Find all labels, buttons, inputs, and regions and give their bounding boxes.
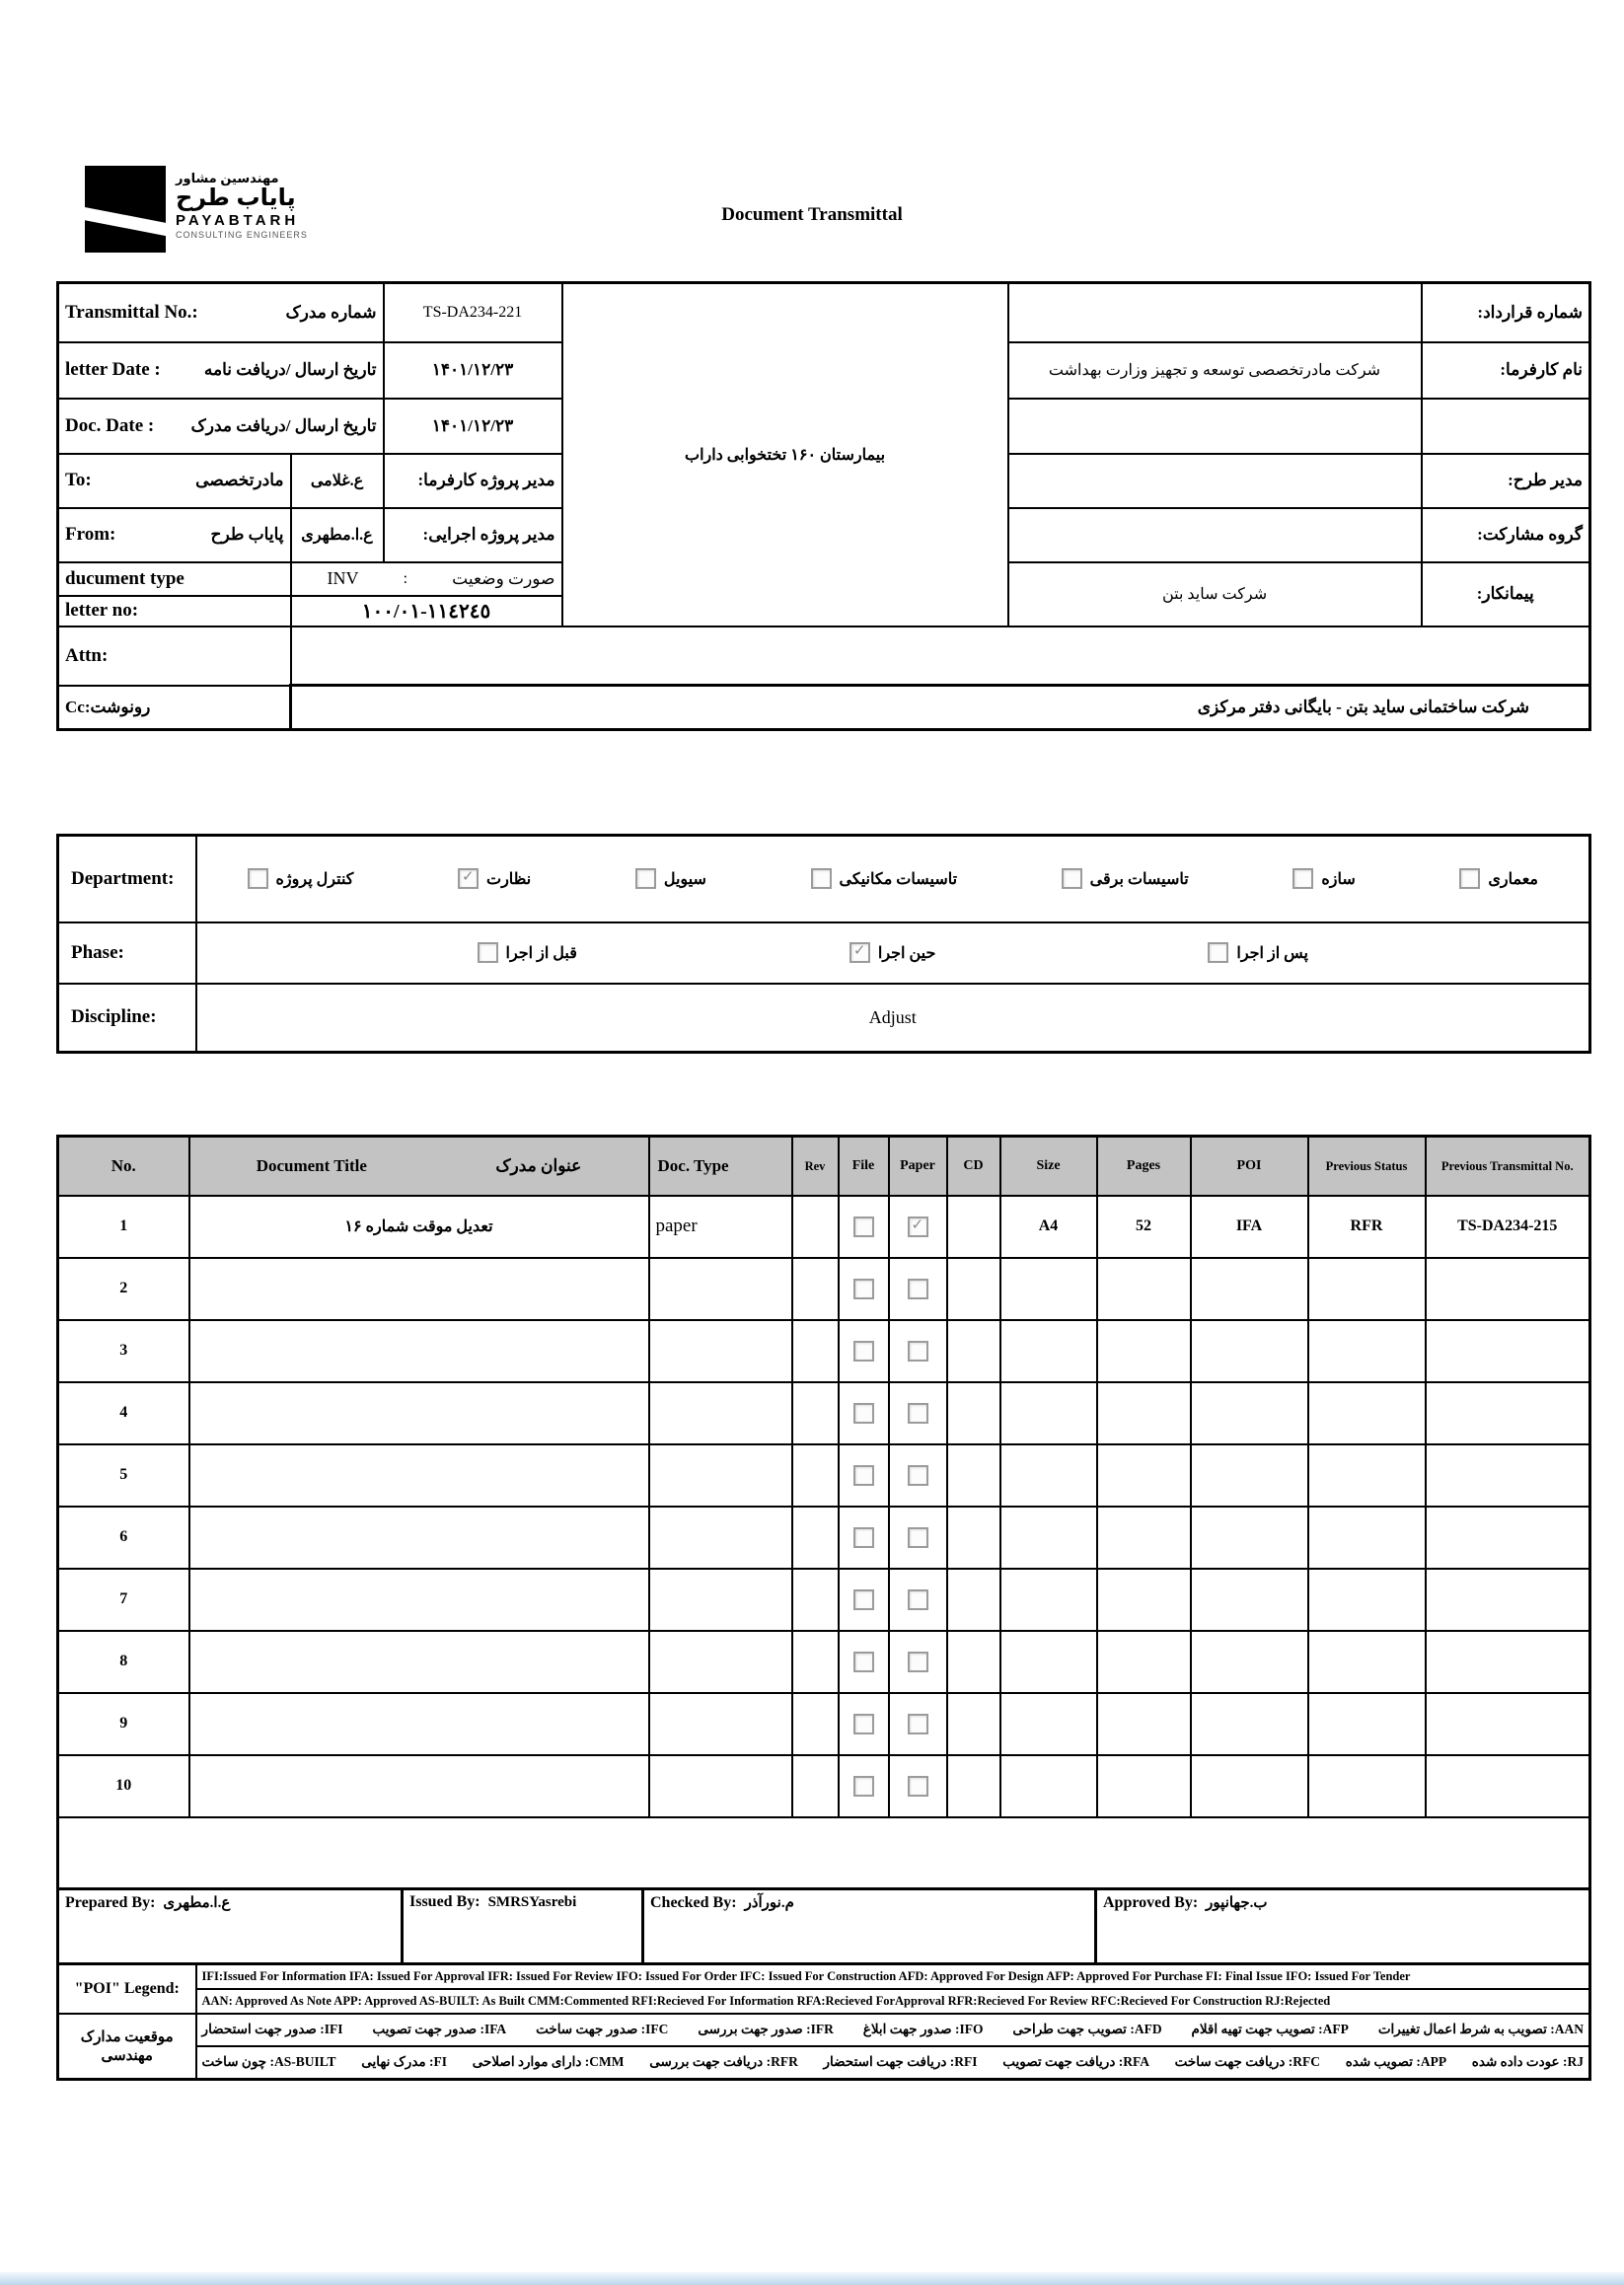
cc-value: شرکت ساختمانی ساید بتن - بایگانی دفتر مرکزی [291, 686, 1590, 730]
cell-prev-status [1308, 1444, 1426, 1507]
department-option-checkbox-5[interactable] [458, 868, 479, 889]
letter-no-value: ۱۰۰/۰۱-۱۱٤۲٤٥ [291, 596, 562, 627]
cell-prev-transmittal [1426, 1258, 1590, 1320]
legend-item: APP: تصویب شده [1345, 2054, 1447, 2069]
cell-file [839, 1444, 889, 1507]
cc-label: Cc:رونوشت [65, 697, 151, 716]
doc-type-colon: : [403, 569, 408, 587]
department-option-4 [635, 868, 706, 889]
prepared-by-label: Prepared By: [65, 1893, 156, 1911]
approved-by-value: ب.جهانپور [1206, 1894, 1268, 1911]
cell-title: تعدیل موقت شماره ۱۶ [189, 1196, 649, 1258]
file-checkbox[interactable] [853, 1465, 874, 1486]
cell-prev-transmittal [1426, 1320, 1590, 1382]
empty-cell [1008, 399, 1422, 454]
client-value: شرکت مادرتخصصی توسعه و تجهیز وزارت بهداشت [1008, 342, 1422, 399]
empty-cell [58, 1817, 1590, 1889]
logo-en-subtitle: CONSULTING ENGINEERS [176, 229, 308, 240]
to-role-label: مدیر پروژه کارفرما: [384, 454, 562, 508]
department-table [56, 834, 1591, 1054]
legend-item: CMM: دارای موارد اصلاحی [472, 2054, 625, 2069]
cell-title [189, 1382, 649, 1444]
cell-title [189, 1444, 649, 1507]
cell-poi [1191, 1755, 1308, 1817]
documents-section [56, 1135, 1588, 2081]
page-title: Document Transmittal [721, 204, 903, 225]
doc-date-label-fa: تاریخ ارسال /دریافت مدرک [190, 415, 377, 435]
file-checkbox[interactable] [853, 1403, 874, 1424]
document-row [58, 1631, 1590, 1693]
bottom-edge-strip [0, 2272, 1624, 2285]
department-option-checkbox-1[interactable] [1292, 868, 1313, 889]
checked-by-cell [643, 1888, 1096, 1963]
cell-pages [1097, 1755, 1191, 1817]
cell-poi [1191, 1569, 1308, 1631]
cell-size [1000, 1444, 1097, 1507]
cell-title [189, 1631, 649, 1693]
cell-prev-status [1308, 1755, 1426, 1817]
legend-fa-line2 [202, 2048, 1585, 2077]
prepared-by-value: ع.ا.مطهری [163, 1894, 231, 1911]
from-label: From: [65, 524, 116, 545]
legend-item: AFD: تصویب جهت طراحی [1012, 2022, 1162, 2036]
col-header-rev: Rev [792, 1137, 839, 1196]
department-option-checkbox-4[interactable] [635, 868, 656, 889]
cell-prev-status [1308, 1631, 1426, 1693]
document-row [58, 1320, 1590, 1382]
cell-paper [889, 1631, 947, 1693]
cell-cd [947, 1444, 1000, 1507]
cell-doctype [649, 1693, 792, 1755]
from-role-label: مدیر پروژه اجرایی: [384, 508, 562, 562]
cell-size [1000, 1693, 1097, 1755]
cell-prev-status [1308, 1320, 1426, 1382]
department-option-label: سازه [1321, 870, 1356, 888]
poi-legend-label: "POI" Legend: [58, 1963, 196, 2014]
cell-no: 10 [58, 1755, 189, 1817]
cell-title [189, 1569, 649, 1631]
phase-label: Phase: [71, 941, 124, 963]
department-option-label: کنترل پروژه [275, 870, 354, 888]
document-row [58, 1382, 1590, 1444]
cell-paper [889, 1196, 947, 1258]
letter-no-label: letter no: [65, 600, 139, 621]
to-value: مادرتخصصی [195, 471, 284, 489]
design-manager-label: مدیر طرح: [1422, 454, 1590, 508]
from-person: ع.ا.مطهری [291, 508, 384, 562]
transmittal-no-value: TS-DA234-221 [384, 283, 562, 342]
phase-option-label: قبل از اجرا [505, 944, 577, 962]
document-row [58, 1693, 1590, 1755]
file-checkbox[interactable] [853, 1714, 874, 1734]
legend-table [56, 1962, 1591, 2081]
col-header-prev-transmittal: Previous Transmittal No. [1426, 1137, 1590, 1196]
phase-option-1 [849, 942, 936, 963]
transmittal-no-label-fa: شماره مدرک [285, 302, 377, 322]
cell-rev [792, 1320, 839, 1382]
paper-checkbox[interactable] [908, 1589, 928, 1610]
signatures-table [56, 1887, 1591, 1965]
empty-spacer-row [58, 1817, 1590, 1889]
department-option-6 [248, 868, 354, 889]
cell-cd [947, 1569, 1000, 1631]
client-label: نام کارفرما: [1422, 342, 1590, 399]
col-header-title-en: Document Title [256, 1155, 367, 1175]
contract-no-value [1008, 283, 1422, 342]
to-label: To: [65, 470, 92, 490]
project-name: بیمارستان ۱۶۰ تختخوابی داراب [562, 283, 1008, 627]
doc-type-value: INV [327, 568, 359, 588]
issued-by-cell [403, 1888, 643, 1963]
cell-size: A4 [1000, 1196, 1097, 1258]
checked-by-value: م.نورآذر [744, 1894, 794, 1911]
cell-poi [1191, 1382, 1308, 1444]
cell-prev-status [1308, 1258, 1426, 1320]
file-checkbox[interactable] [853, 1279, 874, 1299]
cell-poi [1191, 1258, 1308, 1320]
document-row [58, 1444, 1590, 1507]
cell-prev-status [1308, 1569, 1426, 1631]
cell-cd [947, 1382, 1000, 1444]
contract-no-label: شماره قرارداد: [1422, 283, 1590, 342]
cell-cd [947, 1507, 1000, 1569]
legend-item: RFR: دریافت جهت بررسی [649, 2054, 798, 2069]
cell-doctype [649, 1507, 792, 1569]
legend-en-line1: IFI:Issued For Information IFA: Issued For Approval IFR: Issued For Review IFO: Issued For Order IFC: Issued For Construction AFD: Approved For Design AFP: Approved For Purchase FI: Final Issue IFO: Issued For Tender [201, 1968, 1411, 1983]
legend-item: IFO: صدور جهت ابلاغ [862, 2022, 984, 2036]
paper-checkbox[interactable] [908, 1465, 928, 1486]
cell-pages [1097, 1693, 1191, 1755]
logo-fa-name: پایاب طرح [176, 184, 296, 211]
cell-pages: 52 [1097, 1196, 1191, 1258]
phase-option-checkbox-0[interactable] [1208, 942, 1228, 963]
col-header-doctype: Doc. Type [649, 1137, 792, 1196]
document-row [58, 1569, 1590, 1631]
paper-checkbox[interactable] [908, 1527, 928, 1548]
cell-file [839, 1755, 889, 1817]
cell-size [1000, 1320, 1097, 1382]
letter-date-label-fa: تاریخ ارسال /دریافت نامه [203, 360, 377, 379]
legend-item: IFR: صدور جهت بررسی [698, 2022, 834, 2036]
cell-no: 4 [58, 1382, 189, 1444]
contractor-value: شرکت ساید بتن [1008, 562, 1422, 627]
contractor-label: پیمانکار: [1422, 562, 1590, 627]
cell-prev-transmittal [1426, 1382, 1590, 1444]
paper-checkbox[interactable] [908, 1279, 928, 1299]
col-header-no: No. [58, 1137, 189, 1196]
doc-type-label: ducument type [65, 567, 185, 589]
cell-no: 6 [58, 1507, 189, 1569]
department-label: Department: [71, 867, 175, 889]
approved-by-cell [1096, 1888, 1590, 1963]
col-header-paper: Paper [889, 1137, 947, 1196]
cell-pages [1097, 1569, 1191, 1631]
logo-fa-tagline: مهندسین مشاور [176, 171, 279, 185]
paper-checkbox[interactable] [908, 1652, 928, 1672]
cell-rev [792, 1755, 839, 1817]
legend-en-line2: AAN: Approved As Note APP: Approved AS-BUILT: As Built CMM:Commented RFI:Recieved For Information RFA:Recieved ForApproval RFR:Recieved For Review RFC:Recieved For Construction RJ:Rejected [201, 1993, 1331, 2008]
phase-option-label: پس از اجرا [1236, 944, 1309, 962]
cell-file [839, 1693, 889, 1755]
col-header-cd: CD [947, 1137, 1000, 1196]
logo-text [176, 166, 308, 240]
legend-item: AAN: تصویب به شرط اعمال تغییرات [1377, 2022, 1584, 2036]
cell-size [1000, 1258, 1097, 1320]
col-header-title-fa: عنوان مدرک [495, 1155, 582, 1175]
cell-file [839, 1258, 889, 1320]
cell-doctype [649, 1320, 792, 1382]
department-option-0 [1459, 868, 1538, 889]
document-row [58, 1258, 1590, 1320]
cell-prev-status [1308, 1507, 1426, 1569]
cell-cd [947, 1755, 1000, 1817]
cell-no: 9 [58, 1693, 189, 1755]
cell-file [839, 1196, 889, 1258]
cell-poi [1191, 1693, 1308, 1755]
cell-cd [947, 1320, 1000, 1382]
cell-size [1000, 1631, 1097, 1693]
department-option-label: سیویل [663, 870, 706, 888]
cell-prev-transmittal [1426, 1631, 1590, 1693]
cell-rev [792, 1258, 839, 1320]
cell-doctype: paper [649, 1196, 792, 1258]
col-header-pages: Pages [1097, 1137, 1191, 1196]
cell-pages [1097, 1631, 1191, 1693]
col-header-prev-status: Previous Status [1308, 1137, 1426, 1196]
department-option-label: تاسیسات مکانیکی [839, 870, 958, 888]
cell-cd [947, 1693, 1000, 1755]
cell-paper [889, 1320, 947, 1382]
cell-paper [889, 1693, 947, 1755]
cell-paper [889, 1444, 947, 1507]
document-row [58, 1196, 1590, 1258]
attn-value [291, 627, 1590, 686]
department-option-checkbox-0[interactable] [1459, 868, 1480, 889]
paper-checkbox[interactable] [908, 1714, 928, 1734]
cell-pages [1097, 1507, 1191, 1569]
doc-date-label-en: Doc. Date : [65, 414, 155, 436]
cell-file [839, 1569, 889, 1631]
paper-checkbox[interactable] [908, 1776, 928, 1797]
cell-title [189, 1507, 649, 1569]
to-person: ع.غلامی [291, 454, 384, 508]
discipline-value: Adjust [196, 984, 1590, 1053]
cell-file [839, 1382, 889, 1444]
legend-item: RFC: دریافت جهت ساخت [1174, 2054, 1320, 2069]
cell-rev [792, 1569, 839, 1631]
department-option-label: تاسیسات برقی [1089, 870, 1189, 888]
cell-rev [792, 1444, 839, 1507]
cell-pages [1097, 1258, 1191, 1320]
legend-item: AFP: تصویب جهت تهیه اقلام [1191, 2022, 1349, 2036]
doc-type-fa: صورت وضعیت [452, 568, 555, 588]
file-checkbox[interactable] [853, 1776, 874, 1797]
fa-legend-label: موقعیت مدارک مهندسی [58, 2014, 196, 2080]
department-options [203, 868, 1584, 889]
approved-by-label: Approved By: [1103, 1893, 1199, 1911]
issued-by-value: SMRSYasrebi [487, 1893, 577, 1910]
cell-prev-status [1308, 1382, 1426, 1444]
cell-doctype [649, 1382, 792, 1444]
legend-fa-line1 [202, 2016, 1585, 2044]
logo-en-name: PAYABTARH [176, 211, 300, 229]
department-option-checkbox-3[interactable] [811, 868, 832, 889]
cell-no: 1 [58, 1196, 189, 1258]
department-option-checkbox-6[interactable] [248, 868, 268, 889]
cell-cd [947, 1196, 1000, 1258]
department-option-label: نظارت [486, 870, 532, 888]
legend-item: RFA: دریافت جهت تصویب [1002, 2054, 1149, 2069]
department-option-checkbox-2[interactable] [1062, 868, 1082, 889]
department-option-2 [1062, 868, 1189, 889]
cell-prev-transmittal [1426, 1755, 1590, 1817]
cell-prev-transmittal [1426, 1693, 1590, 1755]
cell-no: 5 [58, 1444, 189, 1507]
document-row [58, 1755, 1590, 1817]
phase-option-checkbox-2[interactable] [478, 942, 498, 963]
cell-doctype [649, 1444, 792, 1507]
phase-option-2 [478, 942, 577, 963]
cell-title [189, 1320, 649, 1382]
paper-checkbox[interactable] [908, 1341, 928, 1362]
cell-paper [889, 1755, 947, 1817]
department-option-1 [1292, 868, 1355, 889]
checked-by-label: Checked By: [650, 1893, 737, 1911]
cell-rev [792, 1382, 839, 1444]
legend-item: RJ: عودت داده شده [1471, 2054, 1584, 2069]
file-checkbox[interactable] [853, 1216, 874, 1237]
cell-poi [1191, 1444, 1308, 1507]
cell-prev-transmittal [1426, 1507, 1590, 1569]
paper-checkbox[interactable] [908, 1216, 928, 1237]
cell-paper [889, 1258, 947, 1320]
legend-item: AS-BUILT: چون ساخت [201, 2054, 336, 2069]
cell-paper [889, 1507, 947, 1569]
transmittal-no-label-en: Transmittal No.: [65, 301, 198, 323]
cell-doctype [649, 1258, 792, 1320]
jv-value [1008, 508, 1422, 562]
cell-title [189, 1693, 649, 1755]
file-checkbox[interactable] [853, 1652, 874, 1672]
prepared-by-cell [58, 1888, 403, 1963]
cell-poi [1191, 1507, 1308, 1569]
cell-size [1000, 1569, 1097, 1631]
file-checkbox[interactable] [853, 1589, 874, 1610]
col-header-size: Size [1000, 1137, 1097, 1196]
issued-by-label: Issued By: [409, 1892, 480, 1910]
cell-poi [1191, 1631, 1308, 1693]
phase-option-checkbox-1[interactable] [849, 942, 870, 963]
cell-prev-status [1308, 1693, 1426, 1755]
document-row [58, 1507, 1590, 1569]
cell-prev-transmittal [1426, 1444, 1590, 1507]
letter-date-value: ۱۴۰۱/۱۲/۲۳ [384, 342, 562, 399]
cell-file [839, 1507, 889, 1569]
cell-size [1000, 1382, 1097, 1444]
file-checkbox[interactable] [853, 1527, 874, 1548]
cell-pages [1097, 1444, 1191, 1507]
file-checkbox[interactable] [853, 1341, 874, 1362]
empty-cell [1422, 399, 1590, 454]
jv-label: گروه مشارکت: [1422, 508, 1590, 562]
cell-cd [947, 1631, 1000, 1693]
discipline-label: Discipline: [71, 1006, 157, 1028]
cell-poi: IFA [1191, 1196, 1308, 1258]
cell-title [189, 1755, 649, 1817]
paper-checkbox[interactable] [908, 1403, 928, 1424]
cell-file [839, 1631, 889, 1693]
col-header-file: File [839, 1137, 889, 1196]
col-header-poi: POI [1191, 1137, 1308, 1196]
info-table [56, 281, 1591, 731]
cell-poi [1191, 1320, 1308, 1382]
cell-size [1000, 1755, 1097, 1817]
phase-option-label: حین اجرا [877, 944, 936, 962]
attn-label: Attn: [65, 644, 109, 666]
doc-date-value: ۱۴۰۱/۱۲/۲۳ [384, 399, 562, 454]
cell-prev-status: RFR [1308, 1196, 1426, 1258]
legend-item: RFI: دریافت جهت استحضار [823, 2054, 978, 2069]
cell-prev-transmittal [1426, 1569, 1590, 1631]
cell-doctype [649, 1755, 792, 1817]
cell-rev [792, 1507, 839, 1569]
phase-option-0 [1208, 942, 1308, 963]
phase-options [203, 942, 1584, 963]
cell-rev [792, 1631, 839, 1693]
cell-pages [1097, 1382, 1191, 1444]
letter-date-label-en: letter Date : [65, 359, 161, 380]
from-value: پایاب طرح [210, 525, 284, 544]
cell-prev-transmittal: TS-DA234-215 [1426, 1196, 1590, 1258]
design-manager-value [1008, 454, 1422, 508]
cell-title [189, 1258, 649, 1320]
cell-no: 3 [58, 1320, 189, 1382]
documents-table [56, 1135, 1591, 1890]
cell-rev [792, 1196, 839, 1258]
cell-size [1000, 1507, 1097, 1569]
cell-file [839, 1320, 889, 1382]
cell-pages [1097, 1320, 1191, 1382]
cell-paper [889, 1382, 947, 1444]
cell-paper [889, 1569, 947, 1631]
department-option-3 [811, 868, 958, 889]
cell-doctype [649, 1569, 792, 1631]
legend-item: FI: مدرک نهایی [361, 2054, 448, 2069]
legend-item: IFA: صدور جهت تصویب [372, 2022, 507, 2036]
cell-rev [792, 1693, 839, 1755]
legend-item: IFC: صدور جهت ساخت [536, 2022, 669, 2036]
cell-no: 2 [58, 1258, 189, 1320]
legend-item: IFI: صدور جهت استحضار [201, 2022, 343, 2036]
department-option-5 [458, 868, 531, 889]
cell-no: 8 [58, 1631, 189, 1693]
cell-cd [947, 1258, 1000, 1320]
department-option-label: معماری [1488, 870, 1538, 888]
cell-doctype [649, 1631, 792, 1693]
cell-no: 7 [58, 1569, 189, 1631]
